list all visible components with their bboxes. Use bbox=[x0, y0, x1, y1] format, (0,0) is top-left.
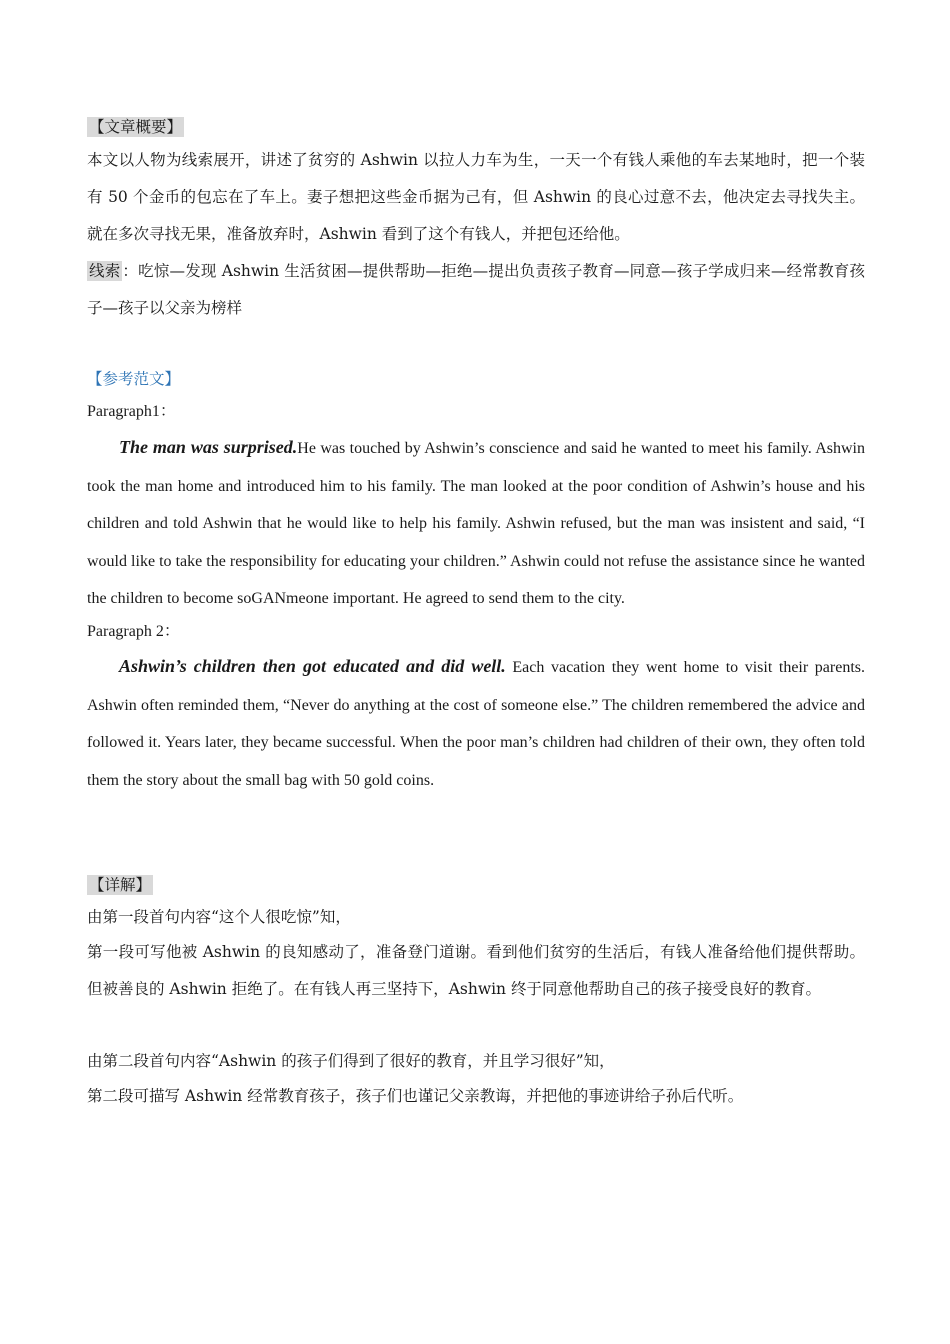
paragraph2-label: Paragraph 2： bbox=[87, 623, 180, 640]
explanation-para1: 第一段可写他被 Ashwin 的良知感动了，准备登门道谢。看到他们贫穷的生活后，有钱人准备给他们提供帮助。但被善良的 Ashwin 拒绝了。在有钱人再三坚持下，Ashwin 终于同意他帮助自己的孩子接受良好的教育。 bbox=[87, 943, 865, 998]
clue-text: ：吃惊—发现 Ashwin 生活贫困—提供帮助—拒绝—提出负责孩子教育—同意—孩子学成归来—经常教育孩子—孩子以父亲为榜样 bbox=[87, 262, 865, 317]
clue-line bbox=[87, 253, 865, 327]
explanation-line2: 由第二段首句内容“Ashwin 的孩子们得到了很好的教育，并且学习很好”知， bbox=[87, 1052, 615, 1070]
explanation-heading-text: 【详解】 bbox=[89, 876, 152, 894]
explanation-para2: 第二段可描写 Ashwin 经常教育孩子，孩子们也谨记父亲教诲，并把他的事迹讲给子孙后代听。 bbox=[87, 1087, 744, 1105]
clue-label: 线索 bbox=[89, 262, 121, 280]
model-essay-heading-text: 【参考范文】 bbox=[87, 370, 181, 388]
paragraph1-label: Paragraph1： bbox=[87, 403, 176, 420]
paragraph1 bbox=[87, 429, 865, 618]
summary-text: 本文以人物为线索展开，讲述了贫穷的 Ashwin 以拉人力车为生，一天一个有钱人乘他的车去某地时，把一个装有 50 个金币的包忘在了车上。妻子想把这些金币据为己有，但 Ashwin 的良心过意不去，他决定去寻找失主。就在多次寻找无果，准备放弃时，Ashwin 看到了这个有钱人，并把包还给他。 bbox=[87, 151, 865, 243]
summary-heading-text: 【文章概要】 bbox=[89, 118, 183, 136]
paragraph1-lead: The man was surprised. bbox=[119, 437, 298, 457]
summary-heading bbox=[87, 115, 865, 137]
paragraph1-text: He was touched by Ashwin’s conscience and said he wanted to meet his family. Ashwin took the man home and introduced him to his family. The man looked at the poor condition of Ashwin’s house and his children and told Ashwin that he would like to help his family. Ashwin refused, but the man was insistent and said, “I would like to take the responsibility for educating your children.” Ashwin could not refuse the assistance since he wanted the children to become soGANmeone important. He agreed to send them to the city. bbox=[87, 440, 865, 607]
explanation-heading bbox=[87, 873, 865, 895]
paragraph2 bbox=[87, 648, 865, 799]
paragraph2-lead: Ashwin’s children then got educated and did well. bbox=[119, 656, 506, 676]
model-essay-heading bbox=[87, 367, 865, 389]
paragraph2-text: Each vacation they went home to visit their parents. Ashwin often reminded them, “Never do anything at the cost of someone else.” The children remembered the advice and followed it. Years later, they became successful. When the poor man’s children had children of their own, they often told them the story about the small bag with 50 gold coins. bbox=[87, 659, 865, 789]
explanation-line1: 由第一段首句内容“这个人很吃惊”知， bbox=[87, 908, 351, 926]
